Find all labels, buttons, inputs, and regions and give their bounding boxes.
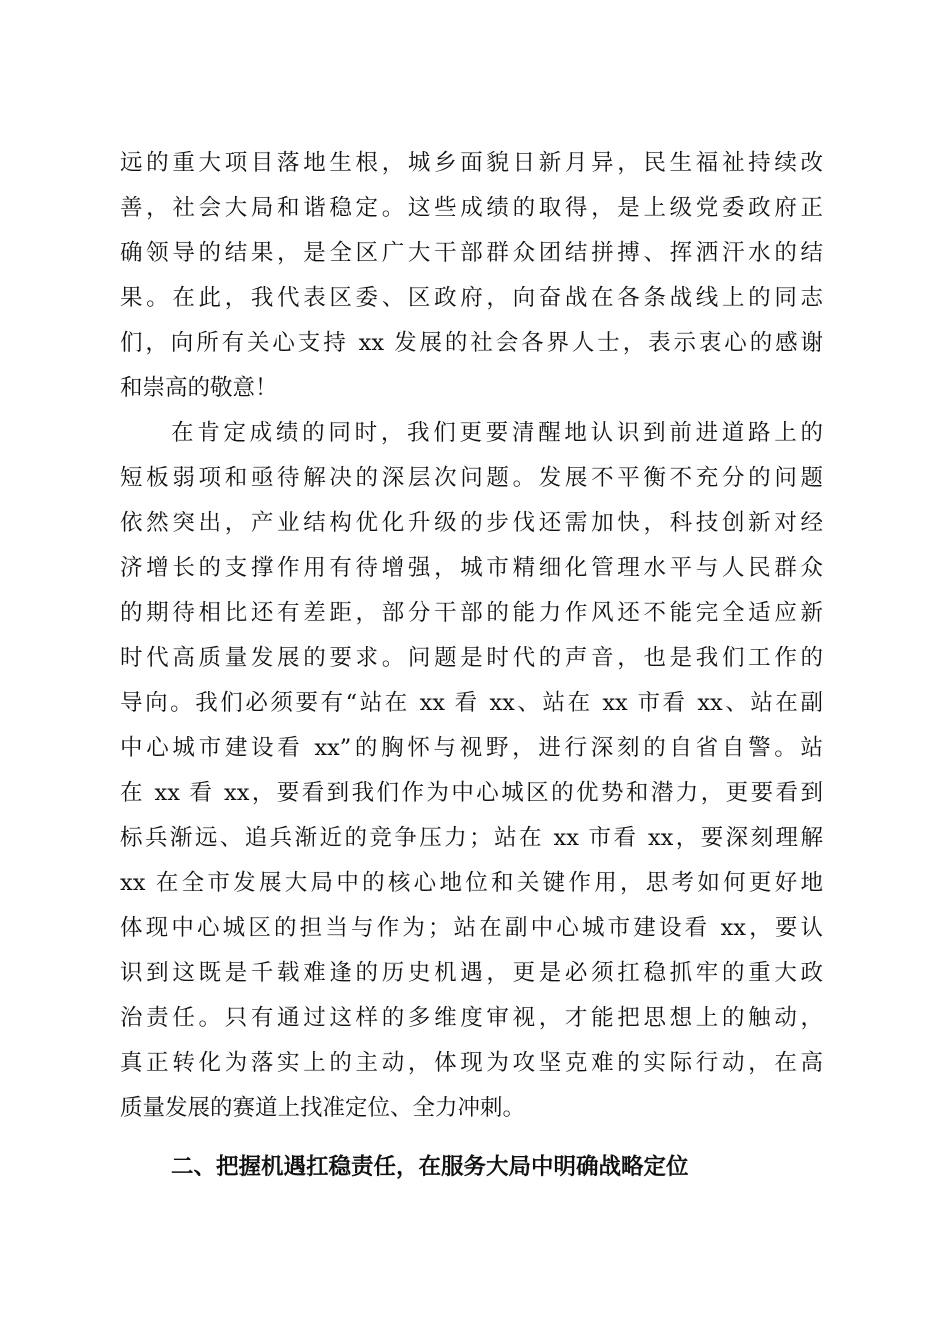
text-line: 依然突出，产业结构优化升级的步伐还需加快，科技创新对经: [120, 510, 823, 536]
document-body: [120, 141, 823, 1190]
text-line: 中心城市建设看 xx”的胸怀与视野，进行深刻的自省自警。站: [120, 735, 823, 761]
text-line: 质量发展的赛道上找准定位、全力冲刺。: [120, 1095, 526, 1121]
text-line: 在肯定成绩的同时，我们更要清醒地认识到前进道路上的: [171, 420, 823, 446]
text-line: 时代高质量发展的要求。问题是时代的声音，也是我们工作的: [120, 645, 823, 671]
text-line: 确领导的结果，是全区广大干部群众团结拼搏、挥洒汗水的结: [120, 240, 823, 266]
text-line: 体现中心城区的担当与作为；站在副中心城市建设看 xx，要认: [120, 915, 823, 941]
text-line: 和崇高的敬意！: [120, 375, 278, 401]
text-line: 治责任。只有通过这样的多维度审视，才能把思想上的触动，: [120, 1005, 823, 1031]
section-heading: 二、把握机遇扛稳责任，在服务大局中明确战略定位: [171, 1154, 689, 1180]
text-line: 在 xx 看 xx，要看到我们作为中心城区的优势和潜力，更要看到: [120, 780, 823, 806]
text-line: 善，社会大局和谐稳定。这些成绩的取得，是上级党委政府正: [120, 195, 823, 221]
text-line: 导向。我们必须要有“站在 xx 看 xx、站在 xx 市看 xx、站在副: [120, 690, 823, 716]
text-line: xx 在全市发展大局中的核心地位和关键作用，思考如何更好地: [120, 870, 823, 896]
text-line: 济增长的支撑作用有待增强，城市精细化管理水平与人民群众: [120, 555, 823, 581]
text-line: 标兵渐远、追兵渐近的竞争压力；站在 xx 市看 xx，要深刻理解: [120, 825, 823, 851]
text-line: 真正转化为落实上的主动，体现为攻坚克难的实际行动，在高: [120, 1050, 823, 1076]
paragraph-achievements: [120, 141, 823, 411]
text-line: 们，向所有关心支持 xx 发展的社会各界人士，表示衷心的感谢: [120, 330, 823, 356]
paragraph-problems: [120, 411, 823, 1131]
text-line: 的期待相比还有差距，部分干部的能力作风还不能完全适应新: [120, 600, 823, 626]
text-line: 短板弱项和亟待解决的深层次问题。发展不平衡不充分的问题: [120, 465, 823, 491]
text-line: 识到这既是千载难逢的历史机遇，更是必须扛稳抓牢的重大政: [120, 960, 823, 986]
text-line: 远的重大项目落地生根，城乡面貌日新月异，民生福祉持续改: [120, 150, 823, 176]
text-line: 果。在此，我代表区委、区政府，向奋战在各条战线上的同志: [120, 285, 823, 311]
